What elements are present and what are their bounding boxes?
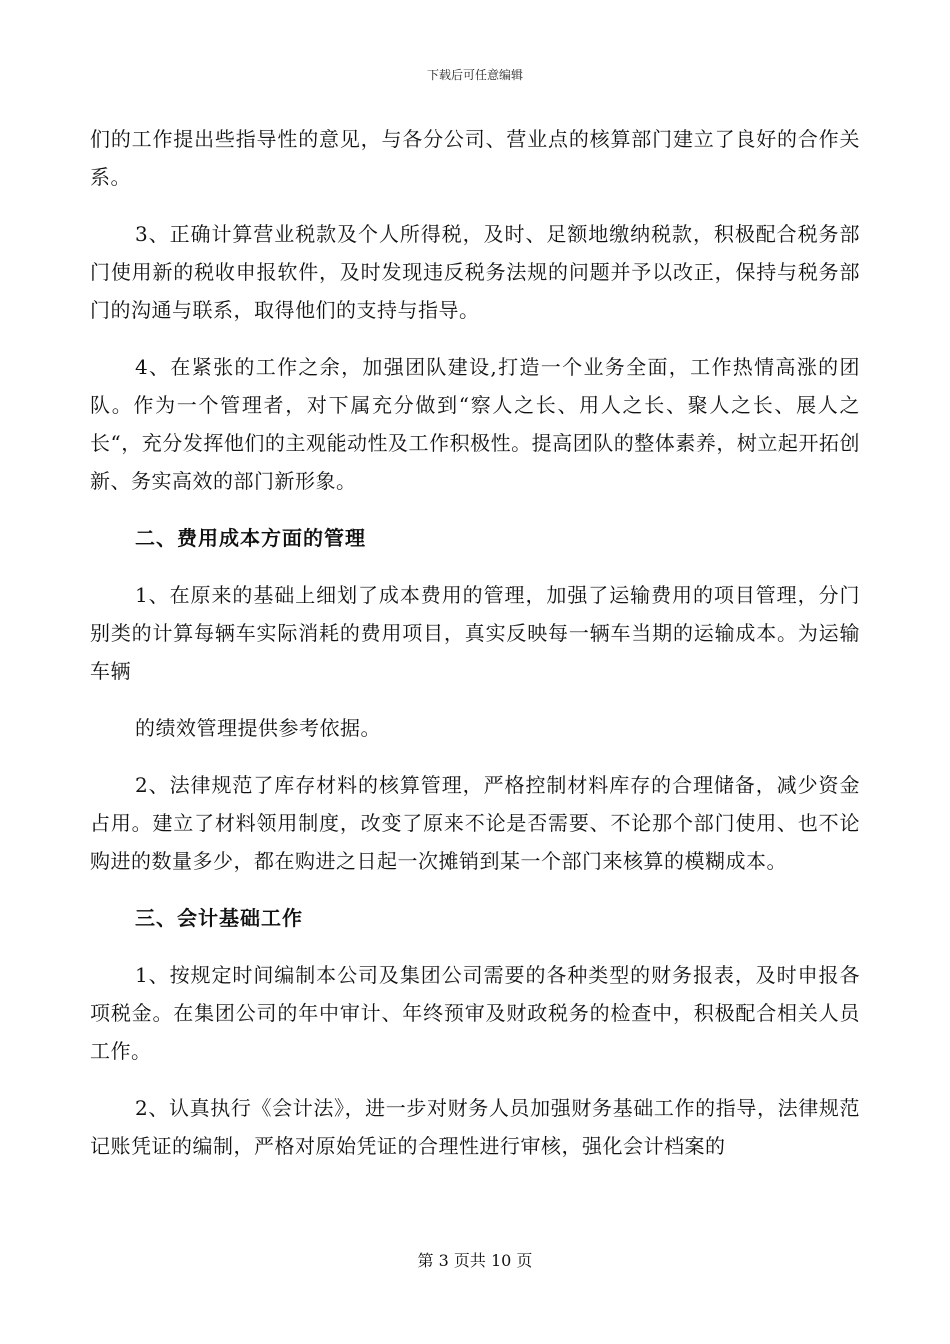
paragraph-accounting-item-2: 2、认真执行《会计法》，进一步对财务人员加强财务基础工作的指导，法律规范记账凭证的编制，严格对原始凭证的合理性进行审核，强化会计档案的 [90, 1096, 860, 1158]
paragraph-cost-item-2: 2、法律规范了库存材料的核算管理，严格控制材料库存的合理储备，减少资金占用。建立了材料领用制度，改变了原来不论是否需要、不论那个部门使用、也不论购进的数量多少，都在购进之日起一次摊销到某一个部门来核算的模糊成本。 [90, 773, 860, 873]
section-heading-cost-management: 二、费用成本方面的管理 [135, 526, 366, 550]
page-header: 下载后可任意编辑 [426, 68, 523, 82]
paragraph-accounting-item-1: 1、按规定时间编制本公司及集团公司需要的各种类型的财务报表，及时申报各项税金。在集团公司的年中审计、年终预审及财政税务的检查中，积极配合相关人员工作。 [90, 963, 860, 1063]
page-footer: 第 3 页共 10 页 [417, 1251, 533, 1270]
document-body [90, 120, 860, 1184]
paragraph-cost-item-1-continued: 的绩效管理提供参考依据。 [135, 716, 381, 740]
paragraph-item-4: 4、在紧张的工作之余，加强团队建设,打造一个业务全面，工作热情高涨的团队。作为一个管理者，对下属充分做到“察人之长、用人之长、聚人之长、展人之长“，充分发挥他们的主观能动性及工作积极性。提高团队的整体素养，树立起开拓创新、务实高效的部门新形象。 [90, 355, 860, 493]
section-heading-accounting-basics: 三、会计基础工作 [135, 906, 303, 930]
paragraph-item-3: 3、正确计算营业税款及个人所得税，及时、足额地缴纳税款，积极配合税务部门使用新的税收申报软件，及时发现违反税务法规的问题并予以改正，保持与税务部门的沟通与联系，取得他们的支持与指导。 [90, 222, 860, 322]
paragraph-cost-item-1: 1、在原来的基础上细划了成本费用的管理，加强了运输费用的项目管理，分门别类的计算每辆车实际消耗的费用项目，真实反映每一辆车当期的运输成本。为运输车辆 [90, 583, 860, 683]
paragraph-continuation: 们的工作提出些指导性的意见，与各分公司、营业点的核算部门建立了良好的合作关系。 [90, 127, 860, 189]
